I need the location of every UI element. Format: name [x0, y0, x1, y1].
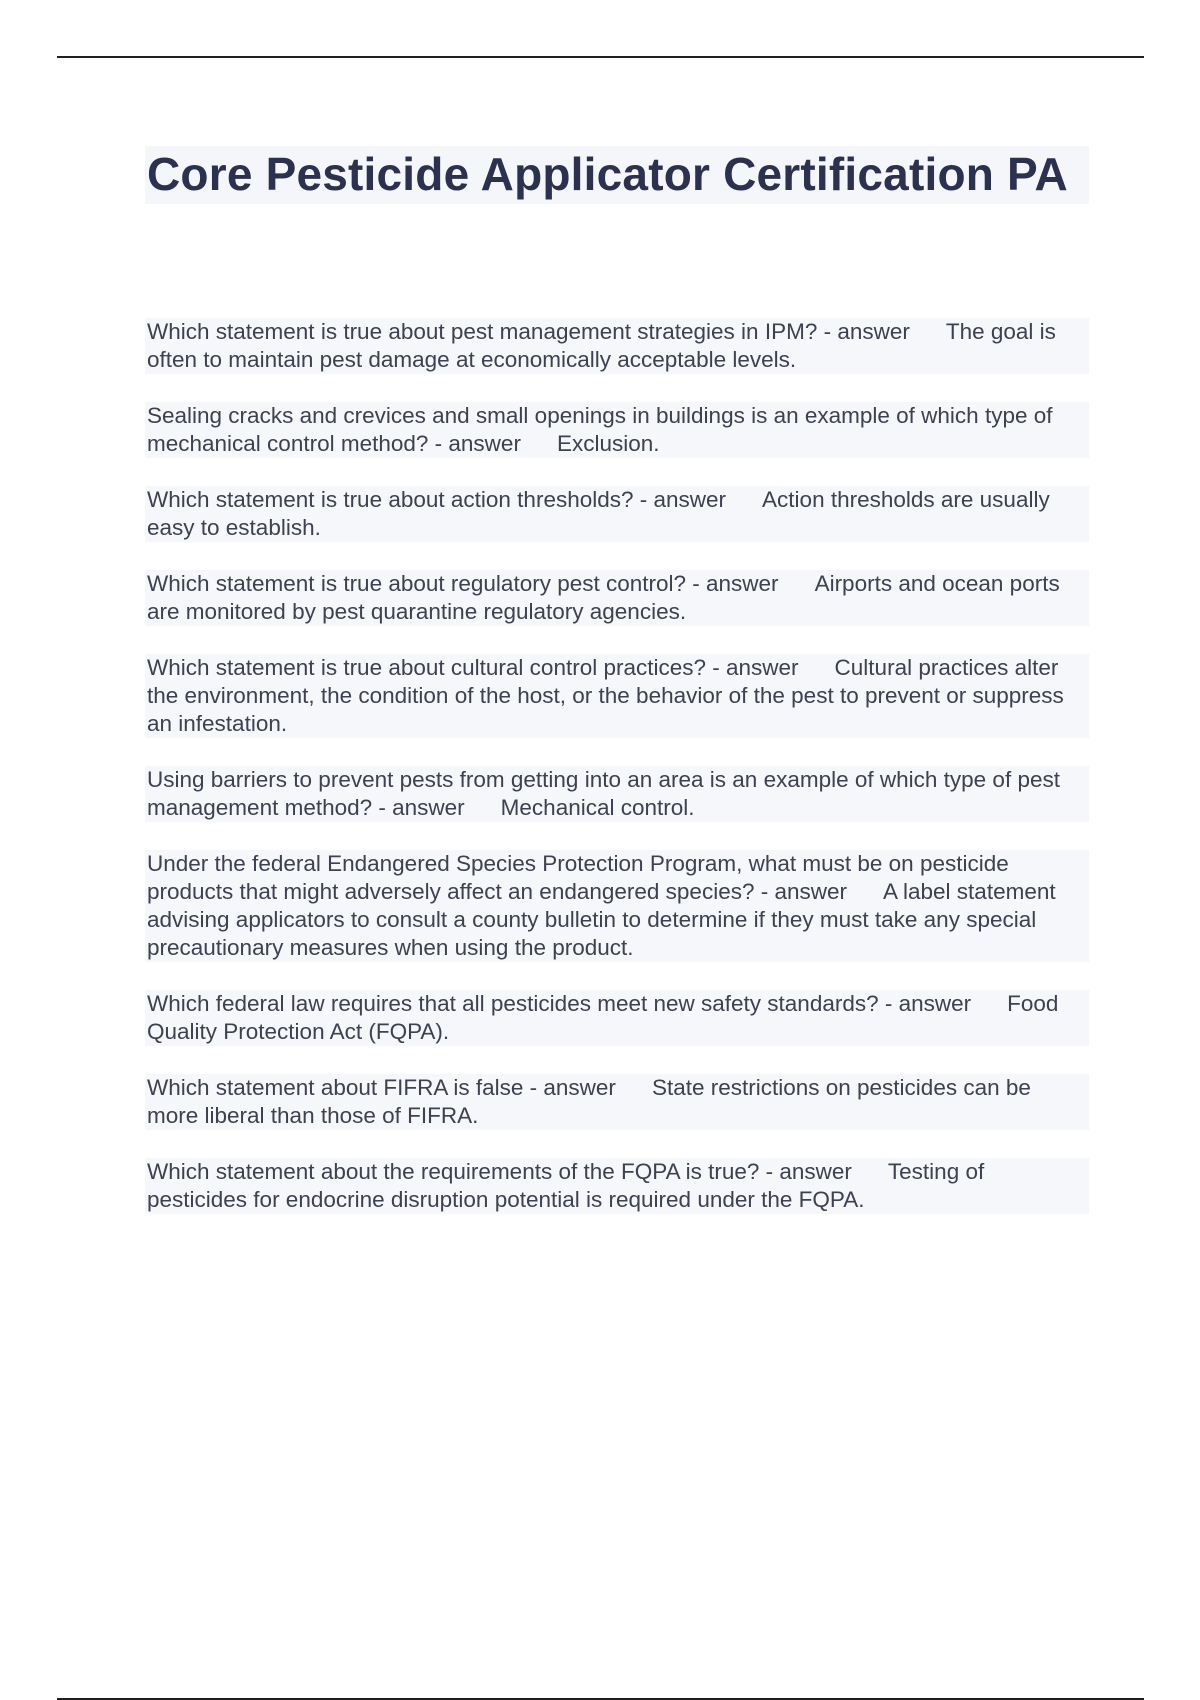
qa-item — [145, 766, 1089, 822]
answer-text: A label statement advising applicators to consult a county bulletin to determine if they must take any special precautionary measures when using the product. — [147, 879, 1056, 960]
document-title: Core Pesticide Applicator Certification PA — [147, 148, 1068, 200]
qa-item — [145, 318, 1089, 374]
question-text: Using barriers to prevent pests from getting into an area is an example of which type of pest management method? - answer — [147, 767, 1060, 820]
answer-text: State restrictions on pesticides can be more liberal than those of FIFRA. — [147, 1075, 1031, 1128]
qa-item — [145, 1074, 1089, 1130]
qa-item — [145, 1158, 1089, 1214]
question-text: Which statement about FIFRA is false - answer — [147, 1075, 616, 1100]
question-text: Which statement is true about cultural control practices? - answer — [147, 655, 799, 680]
question-text: Which federal law requires that all pesticides meet new safety standards? - answer — [147, 991, 972, 1016]
qa-item — [145, 850, 1089, 962]
answer-text: Food Quality Protection Act (FQPA). — [147, 991, 1059, 1044]
answer-text: The goal is often to maintain pest damage at economically acceptable levels. — [147, 319, 1056, 372]
title-block — [145, 146, 1089, 204]
answer-text: Exclusion. — [556, 431, 660, 456]
question-text: Which statement is true about regulatory pest control? - answer — [147, 571, 779, 596]
qa-list — [145, 318, 1089, 1214]
question-text: Which statement is true about action thresholds? - answer — [147, 487, 727, 512]
question-text: Which statement is true about pest management strategies in IPM? - answer — [147, 319, 910, 344]
qa-item — [145, 990, 1089, 1046]
answer-text: Airports and ocean ports are monitored by pest quarantine regulatory agencies. — [147, 571, 1060, 624]
answer-text: Mechanical control. — [500, 795, 695, 820]
question-text: Sealing cracks and crevices and small openings in buildings is an example of which type of mechanical control method? - answer — [147, 403, 1053, 456]
qa-item — [145, 402, 1089, 458]
question-text: Under the federal Endangered Species Protection Program, what must be on pesticide products that might adversely affect an endangered species? - answer — [147, 851, 1009, 904]
answer-text: Testing of pesticides for endocrine disruption potential is required under the FQPA. — [147, 1159, 985, 1212]
qa-item — [145, 570, 1089, 626]
answer-text: Action thresholds are usually easy to establish. — [147, 487, 1050, 540]
top-rule — [57, 56, 1144, 58]
qa-item — [145, 654, 1089, 738]
answer-text: Cultural practices alter the environment, the condition of the host, or the behavior of the pest to prevent or suppress an infestation. — [147, 655, 1064, 736]
question-text: Which statement about the requirements of the FQPA is true? - answer — [147, 1159, 852, 1184]
document-page — [145, 146, 1089, 1242]
qa-item — [145, 486, 1089, 542]
